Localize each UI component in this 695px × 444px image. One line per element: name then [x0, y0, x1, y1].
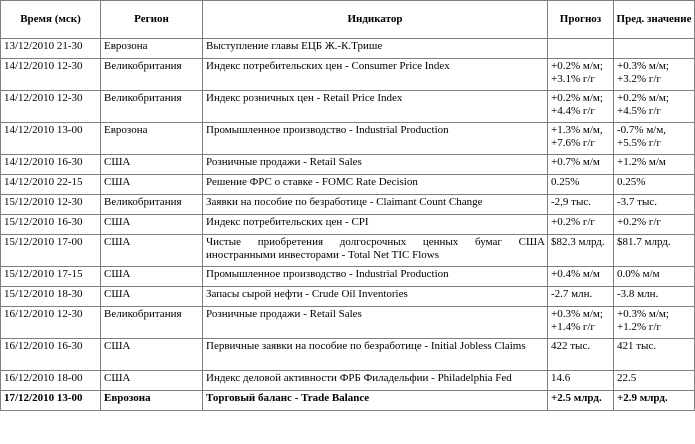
table-row [1, 195, 695, 215]
time-cell: 15/12/2010 17-15 [1, 267, 101, 287]
header-time: Время (мск) [1, 1, 101, 39]
indicator-cell: Выступление главы ЕЦБ Ж.-К.Трише [203, 39, 548, 59]
indicator-cell: Первичные заявки на пособие по безработице - Initial Jobless Claims [203, 339, 548, 371]
indicator-cell: Решение ФРС о ставке - FOMC Rate Decision [203, 175, 548, 195]
time-cell: 17/12/2010 13-00 [1, 391, 101, 411]
time-cell: 16/12/2010 18-00 [1, 371, 101, 391]
region-cell: Великобритания [101, 59, 203, 91]
forecast-cell: +0.7% м/м [548, 155, 614, 175]
previous-cell: 22.5 [614, 371, 695, 391]
table-row [1, 91, 695, 123]
indicator-cell: Торговый баланс - Trade Balance [203, 391, 548, 411]
region-cell: Великобритания [101, 195, 203, 215]
previous-cell: +0.3% м/м; +3.2% г/г [614, 59, 695, 91]
forecast-cell: +0.3% м/м; +1.4% г/г [548, 307, 614, 339]
table-row [1, 235, 695, 267]
time-cell: 15/12/2010 16-30 [1, 215, 101, 235]
table-row [1, 287, 695, 307]
table-row [1, 391, 695, 411]
forecast-cell: +1.3% м/м, +7.6% г/г [548, 123, 614, 155]
region-cell: США [101, 175, 203, 195]
time-cell: 16/12/2010 16-30 [1, 339, 101, 371]
time-cell: 14/12/2010 13-00 [1, 123, 101, 155]
region-cell: Еврозона [101, 39, 203, 59]
time-cell: 16/12/2010 12-30 [1, 307, 101, 339]
indicator-cell: Промышленное производство - Industrial Production [203, 267, 548, 287]
table-row [1, 155, 695, 175]
table-row [1, 39, 695, 59]
previous-cell: +0.2% м/м; +4.5% г/г [614, 91, 695, 123]
previous-cell: 0.25% [614, 175, 695, 195]
previous-cell: +2.9 млрд. [614, 391, 695, 411]
table-row [1, 175, 695, 195]
region-cell: Великобритания [101, 307, 203, 339]
forecast-cell: +0.2% м/м; +4.4% г/г [548, 91, 614, 123]
region-cell: США [101, 215, 203, 235]
indicator-cell: Розничные продажи - Retail Sales [203, 307, 548, 339]
header-row [1, 1, 695, 39]
previous-cell [614, 39, 695, 59]
time-cell: 15/12/2010 18-30 [1, 287, 101, 307]
time-cell: 14/12/2010 12-30 [1, 91, 101, 123]
indicator-cell: Промышленное производство - Industrial Production [203, 123, 548, 155]
table-row [1, 307, 695, 339]
time-cell: 15/12/2010 12-30 [1, 195, 101, 215]
forecast-cell: 0.25% [548, 175, 614, 195]
region-cell: США [101, 235, 203, 267]
region-cell: Еврозона [101, 391, 203, 411]
indicator-cell: Розничные продажи - Retail Sales [203, 155, 548, 175]
time-cell: 14/12/2010 16-30 [1, 155, 101, 175]
table-row [1, 123, 695, 155]
header-previous: Пред. значение [614, 1, 695, 39]
table-row [1, 59, 695, 91]
previous-cell: +0.2% г/г [614, 215, 695, 235]
forecast-cell: +0.2% г/г [548, 215, 614, 235]
indicator-cell: Индекс деловой активности ФРБ Филадельфии - Philadelphia Fed [203, 371, 548, 391]
forecast-cell: -2,9 тыс. [548, 195, 614, 215]
table-row [1, 267, 695, 287]
region-cell: США [101, 267, 203, 287]
time-cell: 13/12/2010 21-30 [1, 39, 101, 59]
previous-cell: 0.0% м/м [614, 267, 695, 287]
time-cell: 14/12/2010 12-30 [1, 59, 101, 91]
table-row [1, 371, 695, 391]
indicator-cell: Индекс потребительских цен - Consumer Price Index [203, 59, 548, 91]
previous-cell: 421 тыс. [614, 339, 695, 371]
table-row [1, 339, 695, 371]
region-cell: США [101, 371, 203, 391]
time-cell: 14/12/2010 22-15 [1, 175, 101, 195]
region-cell: Еврозона [101, 123, 203, 155]
forecast-cell: +2.5 млрд. [548, 391, 614, 411]
previous-cell: +1.2% м/м [614, 155, 695, 175]
indicator-cell: Индекс потребительских цен - CPI [203, 215, 548, 235]
time-cell: 15/12/2010 17-00 [1, 235, 101, 267]
forecast-cell: +0.2% м/м; +3.1% г/г [548, 59, 614, 91]
forecast-cell: -2.7 млн. [548, 287, 614, 307]
header-indicator: Индикатор [203, 1, 548, 39]
region-cell: Великобритания [101, 91, 203, 123]
indicator-cell: Заявки на пособие по безработице - Claimant Count Change [203, 195, 548, 215]
forecast-cell: $82.3 млрд. [548, 235, 614, 267]
indicator-cell: Запасы сырой нефти - Crude Oil Inventories [203, 287, 548, 307]
previous-cell: -0.7% м/м, +5.5% г/г [614, 123, 695, 155]
previous-cell: +0.3% м/м; +1.2% г/г [614, 307, 695, 339]
indicator-cell: Чистые приобретения долгосрочных ценных бумаг США иностранными инвесторами - Total Net TIC Flows [203, 235, 548, 267]
region-cell: США [101, 155, 203, 175]
region-cell: США [101, 339, 203, 371]
forecast-cell: 14.6 [548, 371, 614, 391]
table-row [1, 215, 695, 235]
forecast-cell: 422 тыс. [548, 339, 614, 371]
previous-cell: -3.8 млн. [614, 287, 695, 307]
previous-cell: $81.7 млрд. [614, 235, 695, 267]
forecast-cell [548, 39, 614, 59]
header-forecast: Прогноз [548, 1, 614, 39]
indicator-cell: Индекс розничных цен - Retail Price Index [203, 91, 548, 123]
forecast-cell: +0.4% м/м [548, 267, 614, 287]
header-region: Регион [101, 1, 203, 39]
region-cell: США [101, 287, 203, 307]
previous-cell: -3.7 тыс. [614, 195, 695, 215]
